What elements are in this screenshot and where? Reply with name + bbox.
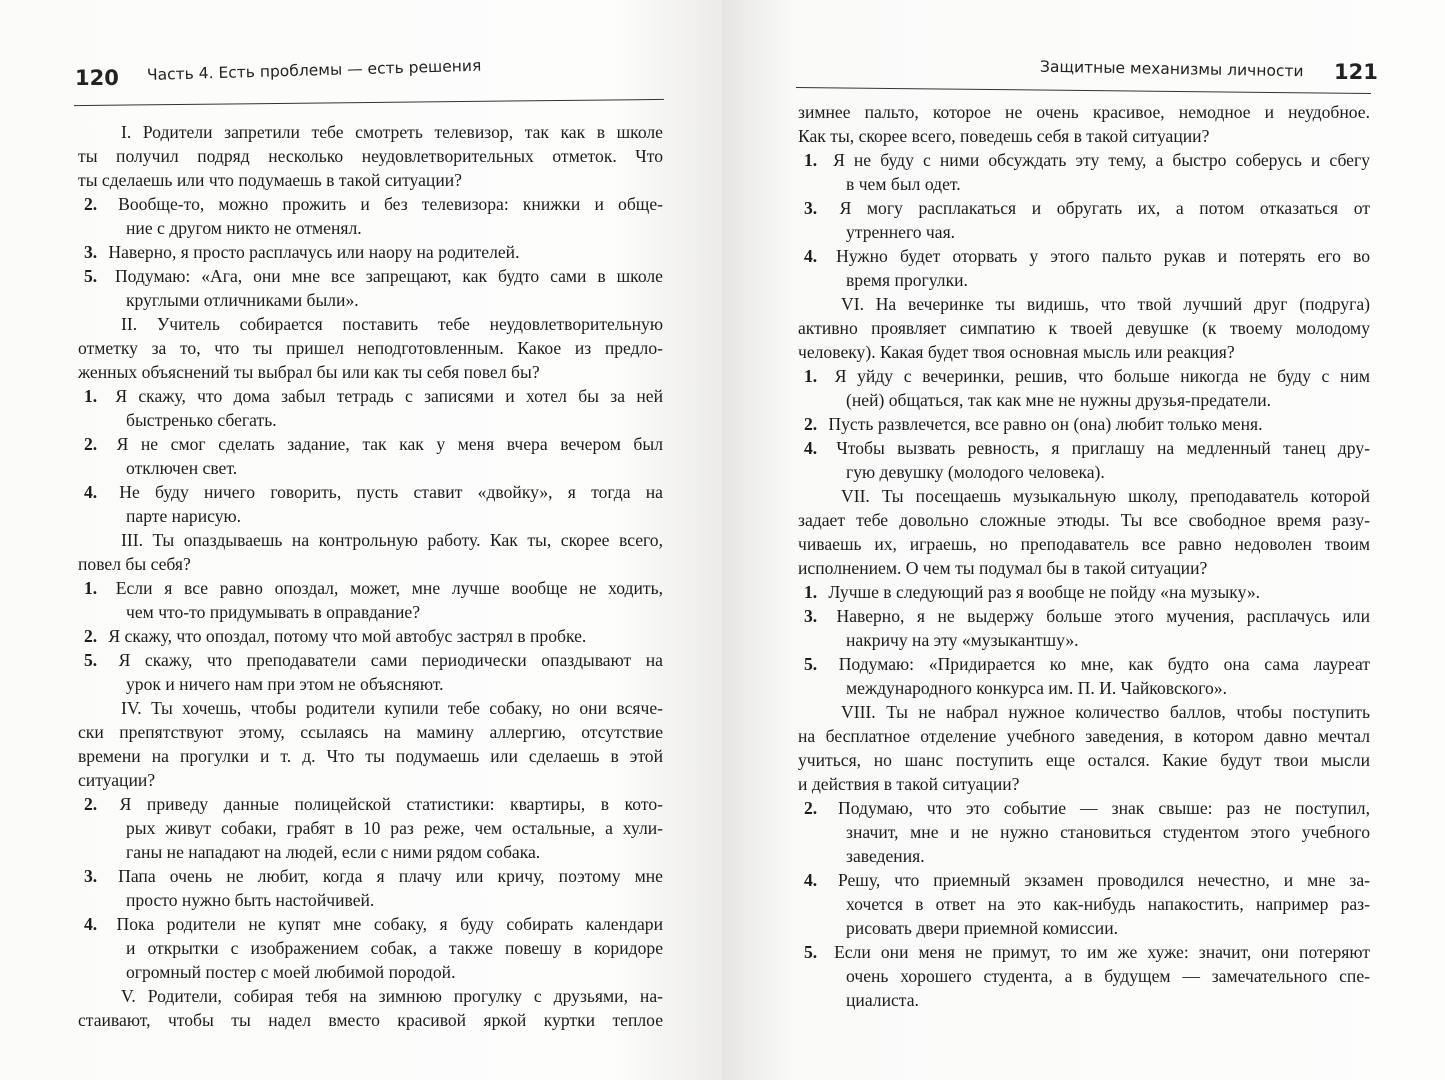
text-line <box>798 676 1370 700</box>
list-item <box>58 192 663 216</box>
line-text: женных объяснений ты выбрал бы или как ты себя повел бы? <box>78 362 540 382</box>
line-text: Лучше в следующий раз я вообще не пойду «на музыку». <box>828 582 1261 602</box>
item-number: 4. <box>804 246 818 266</box>
text-line <box>798 844 1370 868</box>
line-text: Как ты, скорее всего, поведешь себя в такой ситуации? <box>798 126 1210 146</box>
list-item <box>58 624 663 648</box>
text-line <box>798 220 1370 244</box>
list-item <box>58 912 663 936</box>
list-item <box>58 384 663 408</box>
line-text: Подумаю, что это событие — знак свыше: раз не поступил, <box>838 798 1370 818</box>
list-item <box>58 264 663 288</box>
text-line <box>78 360 663 384</box>
line-text: круглыми отличниками были». <box>126 290 359 310</box>
list-item <box>58 432 663 456</box>
item-number: 3. <box>804 198 818 218</box>
item-number: 2. <box>84 626 98 646</box>
text-line <box>798 292 1370 316</box>
item-number: 5. <box>84 266 98 286</box>
line-text: (ней) общаться, так как мне не нужны друзья-предатели. <box>846 390 1272 410</box>
item-number: 5. <box>84 650 98 670</box>
line-text: заведения. <box>846 846 925 866</box>
text-line <box>78 168 663 192</box>
text-line <box>78 216 663 240</box>
item-number: 5. <box>804 942 818 962</box>
list-item <box>58 480 663 504</box>
line-text: ние с другом никто не отменял. <box>126 218 362 238</box>
line-text: II. Учитель собирается поставить тебе неудовлетворительную <box>121 314 663 334</box>
line-text: Наверно, я просто расплачусь или наору на родителей. <box>108 242 520 262</box>
left-page <box>0 0 722 1080</box>
list-item <box>778 868 1370 892</box>
line-text: просто нужно быть настойчивей. <box>126 890 375 910</box>
list-item <box>778 940 1370 964</box>
text-line <box>798 460 1370 484</box>
item-number: 1. <box>804 150 818 170</box>
list-item <box>778 604 1370 628</box>
list-item <box>58 648 663 672</box>
line-text: ганы не нападают на людей, если с ними рядом собака. <box>126 842 541 862</box>
item-number: 2. <box>804 798 818 818</box>
running-head: Часть 4. Есть проблемы — есть решения <box>146 56 482 84</box>
item-number: 4. <box>804 870 818 890</box>
text-line <box>798 100 1370 124</box>
item-number: 4. <box>84 482 98 502</box>
text-line <box>78 408 663 432</box>
page-body <box>798 100 1370 1012</box>
line-text: Я не смог сделать задание, так как у меня вчера вечером был <box>116 434 663 454</box>
line-text: Не буду ничего говорить, пусть ставит «двойку», я тогда на <box>119 482 663 502</box>
line-text: Я приведу данные полицейской статистики: квартиры, в кото- <box>119 794 663 814</box>
text-line <box>78 144 663 168</box>
text-line <box>798 988 1370 1012</box>
line-text: Я скажу, что дома забыл тетрадь с записями и хотел бы за ней <box>115 386 663 406</box>
text-line <box>798 316 1370 340</box>
line-text: очень хорошего студента, а в будущем — замечательного спе- <box>846 966 1370 986</box>
line-text: время прогулки. <box>846 270 968 290</box>
right-page <box>722 0 1445 1080</box>
line-text: Наверно, я не выдержу больше этого мучения, расплачусь или <box>836 606 1370 626</box>
line-text: чиваешь их, играешь, но преподаватель все равно недоволен твоим <box>798 534 1370 554</box>
list-item <box>778 436 1370 460</box>
line-text: Подумаю: «Придирается ко мне, как будто она сама лауреат <box>838 654 1370 674</box>
line-text: ты сделаешь или что подумаешь в такой ситуации? <box>78 170 462 190</box>
line-text: VIII. Ты не набрал нужное количество баллов, чтобы поступить <box>841 702 1370 722</box>
line-text: III. Ты опаздываешь на контрольную работу. Как ты, скорее всего, <box>121 530 663 550</box>
text-line <box>798 772 1370 796</box>
line-text: Я уйду с вечеринки, решив, что больше никогда не буду с ним <box>834 366 1370 386</box>
item-number: 1. <box>84 386 98 406</box>
line-text: и действия в такой ситуации? <box>798 774 1020 794</box>
line-text: I. Родители запретили тебе смотреть телевизор, так как в школе <box>121 122 663 142</box>
line-text: учиться, но шанс поступить еще остался. Какие будут твои мысли <box>798 750 1370 770</box>
list-item <box>58 792 663 816</box>
text-line <box>798 532 1370 556</box>
text-line <box>798 388 1370 412</box>
line-text: ты получил подряд несколько неудовлетворительных отметок. Что <box>78 146 663 166</box>
header-rule <box>74 99 664 106</box>
list-item <box>778 412 1370 436</box>
list-item <box>778 244 1370 268</box>
list-item <box>778 796 1370 820</box>
list-item <box>778 148 1370 172</box>
page-number: 120 <box>75 66 119 90</box>
text-line <box>78 336 663 360</box>
list-item <box>778 364 1370 388</box>
header-rule <box>796 87 1371 94</box>
line-text: Вообще-то, можно прожить и без телевизора: книжки и обще- <box>118 194 663 214</box>
text-line <box>78 744 663 768</box>
text-line <box>78 984 663 1008</box>
item-number: 2. <box>804 414 818 434</box>
running-head: Защитные механизмы личности <box>1039 57 1304 81</box>
line-text: Решу, что приемный экзамен проводился нечестно, и мне за- <box>837 870 1370 890</box>
text-line <box>78 600 663 624</box>
line-text: парте нарисую. <box>126 506 242 526</box>
item-number: 3. <box>84 242 98 262</box>
text-line <box>798 700 1370 724</box>
line-text: повел бы себя? <box>78 554 191 574</box>
line-text: Я не буду с ними обсуждать эту тему, а быстро соберусь и сбегу <box>833 150 1370 170</box>
line-text: стаивают, чтобы ты надел вместо красивой яркой куртки теплое <box>78 1010 663 1030</box>
text-line <box>798 724 1370 748</box>
page-number: 121 <box>1334 60 1378 84</box>
page-body <box>78 120 663 1032</box>
line-text: международного конкурса им. П. И. Чайковского». <box>846 678 1227 698</box>
line-text: Нужно будет оторвать у этого пальто рукав и потерять его во <box>836 246 1370 266</box>
line-text: Пусть развлечется, все равно он (она) любит только меня. <box>828 414 1263 434</box>
text-line <box>78 288 663 312</box>
line-text: Чтобы вызвать ревность, я приглашу на медленный танец дру- <box>836 438 1370 458</box>
line-text: Папа очень не любит, когда я плачу или кричу, поэтому мне <box>118 866 663 886</box>
line-text: ситуации? <box>78 770 156 790</box>
text-line <box>78 312 663 336</box>
text-line <box>78 120 663 144</box>
text-line <box>798 340 1370 364</box>
item-number: 2. <box>84 794 98 814</box>
line-text: накричу на эту «музыкантшу». <box>846 630 1079 650</box>
text-line <box>798 556 1370 580</box>
item-number: 5. <box>804 654 818 674</box>
item-number: 1. <box>804 582 818 602</box>
line-text: чем что-то придумывать в оправдание? <box>126 602 421 622</box>
line-text: урок и ничего нам при этом не объясняют. <box>126 674 444 694</box>
line-text: активно проявляет симпатию к твоей девушке (к твоему молодому <box>798 318 1370 338</box>
list-item <box>778 652 1370 676</box>
item-number: 2. <box>84 434 98 454</box>
line-text: VI. На вечеринке ты видишь, что твой лучший друг (подруга) <box>841 294 1370 314</box>
line-text: времени на прогулки и т. д. Что ты подумаешь или сделаешь в этой <box>78 746 663 766</box>
text-line <box>78 552 663 576</box>
line-text: задает тебе довольно сложные этюды. Ты все свободное время разу- <box>798 510 1370 530</box>
item-number: 1. <box>804 366 818 386</box>
line-text: гую девушку (молодого человека). <box>846 462 1105 482</box>
line-text: огромный постер с моей любимой породой. <box>126 962 456 982</box>
item-number: 4. <box>804 438 818 458</box>
text-line <box>78 960 663 984</box>
text-line <box>78 672 663 696</box>
line-text: рых живут собаки, грабят в 10 раз реже, чем остальные, а хули- <box>126 818 663 838</box>
text-line <box>78 456 663 480</box>
item-number: 4. <box>84 914 98 934</box>
text-line <box>78 696 663 720</box>
item-number: 3. <box>84 866 98 886</box>
line-text: Я могу расплакаться и обругать их, а потом отказаться от <box>839 198 1370 218</box>
text-line <box>78 816 663 840</box>
list-item <box>58 240 663 264</box>
text-line <box>798 484 1370 508</box>
list-item <box>58 864 663 888</box>
text-line <box>798 748 1370 772</box>
line-text: исполнением. О чем ты подумал бы в такой ситуации? <box>798 558 1208 578</box>
line-text: и открытки с изображением собак, а также повешу в коридоре <box>126 938 663 958</box>
text-line <box>798 964 1370 988</box>
line-text: быстренько сбегать. <box>126 410 277 430</box>
line-text: Подумаю: «Ага, они мне все запрещают, как будто сами в школе <box>114 266 663 286</box>
text-line <box>798 628 1370 652</box>
text-line <box>78 1008 663 1032</box>
text-line <box>78 936 663 960</box>
line-text: утреннего чая. <box>846 222 956 242</box>
text-line <box>798 916 1370 940</box>
line-text: отметку за то, что ты пришел неподготовленным. Какое из предло- <box>78 338 663 358</box>
text-line <box>78 888 663 912</box>
text-line <box>798 820 1370 844</box>
line-text: человеку). Какая будет твоя основная мысль или реакция? <box>798 342 1235 362</box>
text-line <box>798 508 1370 532</box>
line-text: VII. Ты посещаешь музыкальную школу, преподаватель которой <box>841 486 1370 506</box>
text-line <box>798 268 1370 292</box>
text-line <box>78 528 663 552</box>
line-text: на бесплатное отделение учебного заведения, в котором давно мечтал <box>798 726 1370 746</box>
line-text: Если они меня не примут, то им же хуже: значит, они потеряют <box>834 942 1370 962</box>
line-text: Пока родители не купят мне собаку, я буду собирать календари <box>116 914 663 934</box>
line-text: Если я все равно опоздал, может, мне лучше вообще не ходить, <box>115 578 663 598</box>
text-line <box>78 840 663 864</box>
text-line <box>78 768 663 792</box>
item-number: 1. <box>84 578 98 598</box>
line-text: рисовать двери приемной комиссии. <box>846 918 1119 938</box>
line-text: IV. Ты хочешь, чтобы родители купили тебе собаку, но они всяче- <box>121 698 663 718</box>
item-number: 2. <box>84 194 98 214</box>
text-line <box>798 892 1370 916</box>
line-text: V. Родители, собирая тебя на зимнюю прогулку с друзьями, на- <box>121 986 663 1006</box>
line-text: хочется в ответ на это как-нибудь напакостить, например раз- <box>846 894 1370 914</box>
line-text: Я скажу, что опоздал, потому что мой автобус застрял в пробке. <box>108 626 587 646</box>
line-text: в чем был одет. <box>846 174 961 194</box>
text-line <box>798 124 1370 148</box>
item-number: 3. <box>804 606 818 626</box>
line-text: зимнее пальто, которое не очень красивое, немодное и неудобное. <box>798 102 1370 122</box>
text-line <box>78 720 663 744</box>
line-text: Я скажу, что преподаватели сами периодически опаздывают на <box>118 650 663 670</box>
list-item <box>778 580 1370 604</box>
list-item <box>778 196 1370 220</box>
line-text: циалиста. <box>846 990 919 1010</box>
list-item <box>58 576 663 600</box>
line-text: ски препятствуют этому, ссылаясь на мамину аллергию, отсутствие <box>78 722 663 742</box>
line-text: значит, мне и не нужно становиться студентом этого учебного <box>846 822 1370 842</box>
text-line <box>78 504 663 528</box>
line-text: отключен свет. <box>126 458 238 478</box>
text-line <box>798 172 1370 196</box>
